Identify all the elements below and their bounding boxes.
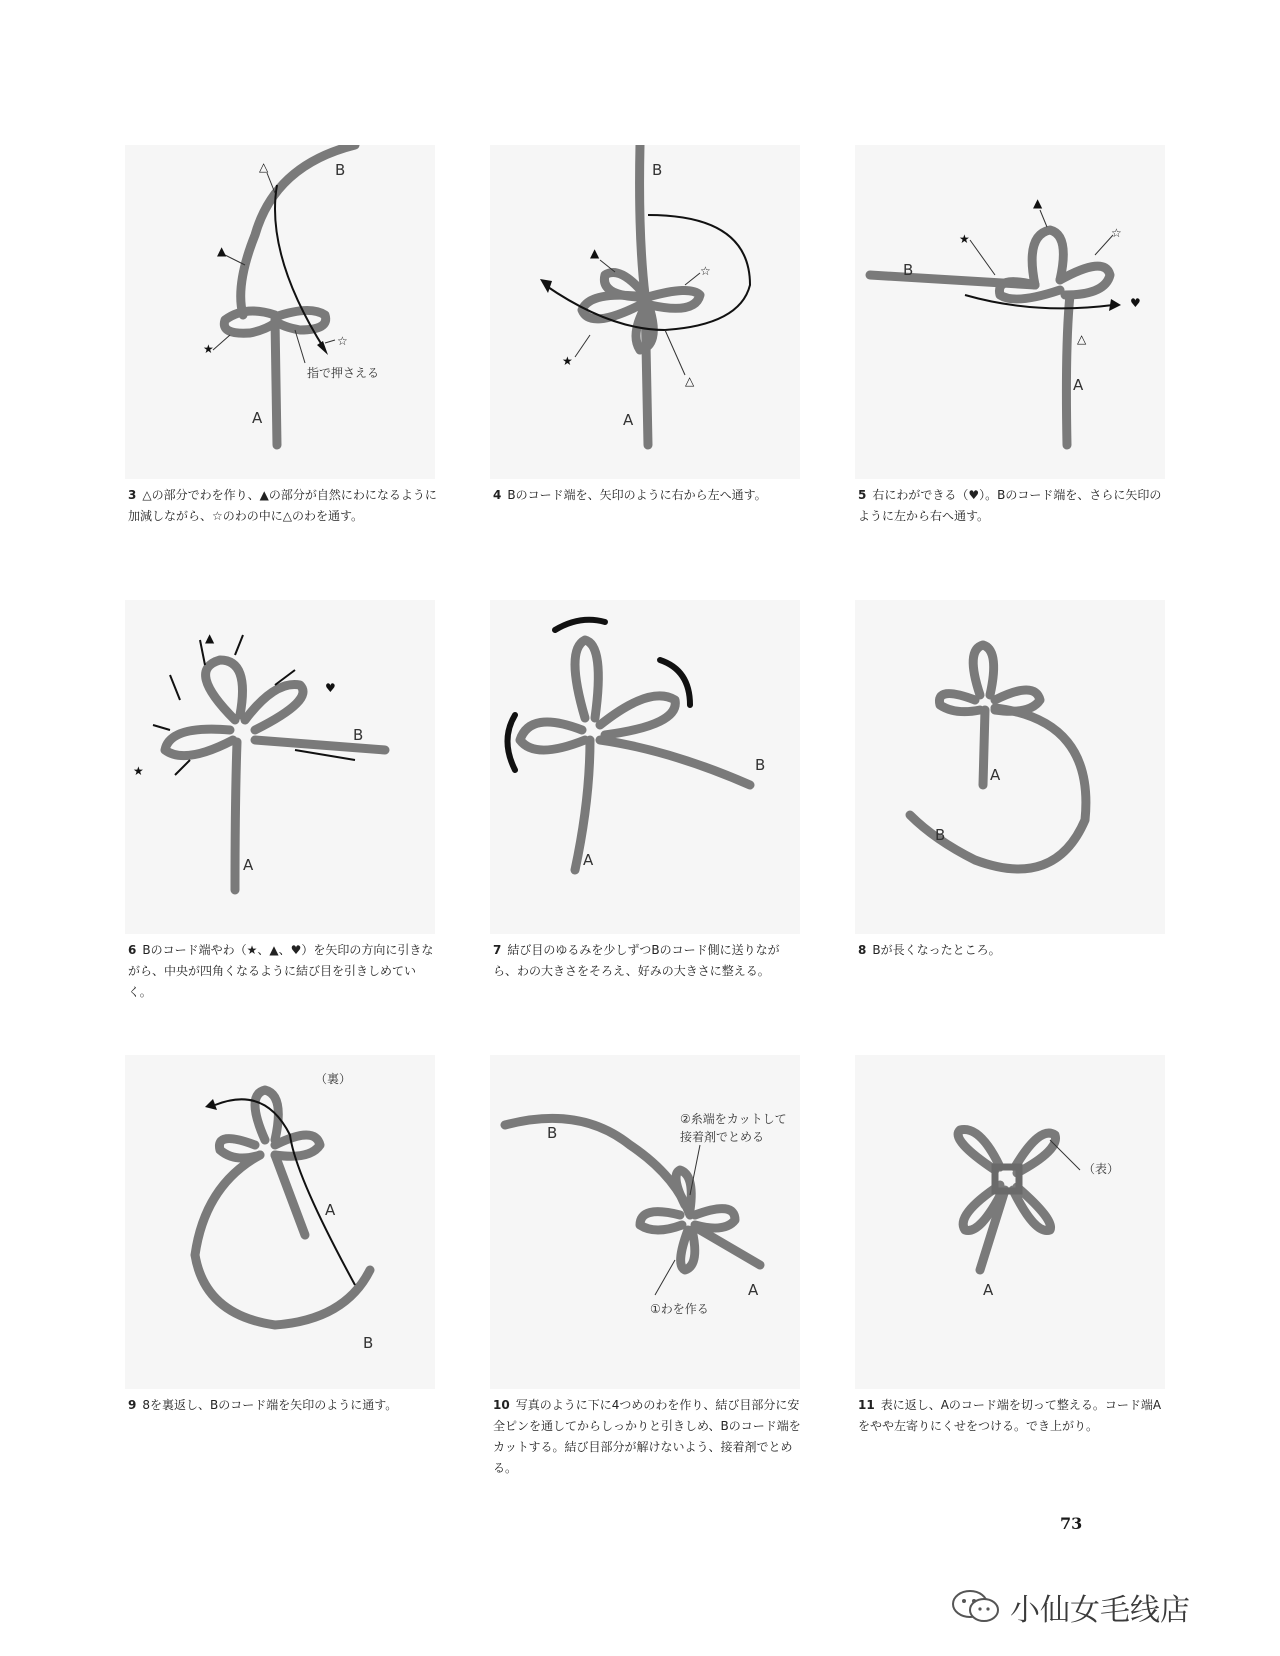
mark-star-filled: ★ <box>203 342 214 356</box>
label-a: A <box>623 411 634 429</box>
label-a: A <box>748 1281 759 1299</box>
caption-step-3 <box>128 485 438 527</box>
photo-step-10 <box>490 1055 800 1389</box>
photo-step-5 <box>855 145 1165 479</box>
mark-star-filled: ★ <box>562 354 573 368</box>
mark-triangle-filled: ▲ <box>590 246 600 260</box>
photo-step-8 <box>855 600 1165 934</box>
step-text: △の部分でわを作り、▲の部分が自然にわになるように加減しながら、☆のわの中に△のわを通す。 <box>128 488 437 523</box>
caption-step-9 <box>128 1395 438 1416</box>
mark-star-filled: ★ <box>133 764 144 778</box>
mark-star-filled: ★ <box>959 232 970 246</box>
step-number: 3 <box>128 488 137 502</box>
photo-step-6 <box>125 600 435 934</box>
mark-heart: ♥ <box>325 681 336 695</box>
photo-step-9 <box>125 1055 435 1389</box>
caption-step-6 <box>128 940 438 1003</box>
caption-step-7 <box>493 940 803 982</box>
step-text: 右にわができる（♥）。Bのコード端を、さらに矢印のように左から右へ通す。 <box>858 488 1162 523</box>
step-text: 表に返し、Aのコード端を切って整える。コード端Aをやや左寄りにくせをつける。でき上がり。 <box>858 1398 1162 1433</box>
note-cut-glue-2: 接着剤でとめる <box>680 1130 765 1144</box>
step-number: 9 <box>128 1398 137 1412</box>
step-text: 写真のように下に4つめのわを作り、結び目部分に安全ピンを通してからしっかりと引きしめ、Bのコード端をカットする。結び目部分が解けないよう、接着剤でとめる。 <box>493 1398 801 1475</box>
label-a: A <box>1073 376 1084 394</box>
step-number: 7 <box>493 943 502 957</box>
photo-step-3 <box>125 145 435 479</box>
label-b: B <box>363 1334 374 1352</box>
step-number: 8 <box>858 943 867 957</box>
step-text: Bが長くなったところ。 <box>872 943 1001 957</box>
caption-step-4 <box>493 485 803 506</box>
caption-step-5 <box>858 485 1168 527</box>
label-front-side: （表） <box>1083 1162 1120 1176</box>
step-number: 5 <box>858 488 867 502</box>
label-a: A <box>325 1201 336 1219</box>
caption-step-8 <box>858 940 1168 961</box>
step-text: 結び目のゆるみを少しずつBのコード側に送りながら、わの大きさをそろえ、好みの大きさに整える。 <box>493 943 780 978</box>
label-b: B <box>652 161 663 179</box>
mark-star-outline: ☆ <box>1111 226 1122 240</box>
label-a: A <box>983 1281 994 1299</box>
label-a: A <box>990 766 1001 784</box>
step-text: Bのコード端を、矢印のように右から左へ通す。 <box>507 488 767 502</box>
mark-triangle-filled: ▲ <box>217 244 227 258</box>
label-b: B <box>903 261 914 279</box>
mark-star-outline: ☆ <box>700 264 711 278</box>
label-b: B <box>547 1124 558 1142</box>
caption-step-11 <box>858 1395 1168 1437</box>
mark-triangle-outline: △ <box>685 374 695 388</box>
label-a: A <box>243 856 254 874</box>
wechat-icon <box>950 1588 1002 1624</box>
step-number: 11 <box>858 1398 875 1412</box>
label-a: A <box>583 851 594 869</box>
label-b: B <box>935 826 946 844</box>
label-a: A <box>252 409 263 427</box>
step-number: 4 <box>493 488 502 502</box>
note-make-loop: ①わを作る <box>650 1302 709 1316</box>
label-b: B <box>335 161 346 179</box>
mark-triangle-filled: ▲ <box>205 631 215 645</box>
photo-step-11 <box>855 1055 1165 1389</box>
watermark-text: 小仙女毛线店 <box>1010 1593 1190 1628</box>
photo-step-7 <box>490 600 800 934</box>
mark-triangle-outline: △ <box>259 160 269 174</box>
label-back-side: （裏） <box>315 1072 352 1086</box>
note-cut-glue: ②糸端をカットして <box>680 1112 787 1126</box>
mark-triangle-filled: ▲ <box>1033 196 1043 210</box>
page-number: 73 <box>1060 1514 1083 1533</box>
mark-heart: ♥ <box>1130 296 1141 310</box>
mark-triangle-outline: △ <box>1077 332 1087 346</box>
step-text: Bのコード端やわ（★、▲、♥）を矢印の方向に引きながら、中央が四角くなるように結び目を引きしめていく。 <box>128 943 434 999</box>
note-hold-finger: 指で押さえる <box>307 366 380 380</box>
photo-step-4 <box>490 145 800 479</box>
step-number: 6 <box>128 943 137 957</box>
step-number: 10 <box>493 1398 510 1412</box>
caption-step-10 <box>493 1395 803 1479</box>
label-b: B <box>353 726 364 744</box>
mark-star-outline: ☆ <box>337 334 348 348</box>
label-b: B <box>755 756 766 774</box>
step-text: 8を裏返し、Bのコード端を矢印のように通す。 <box>142 1398 398 1412</box>
